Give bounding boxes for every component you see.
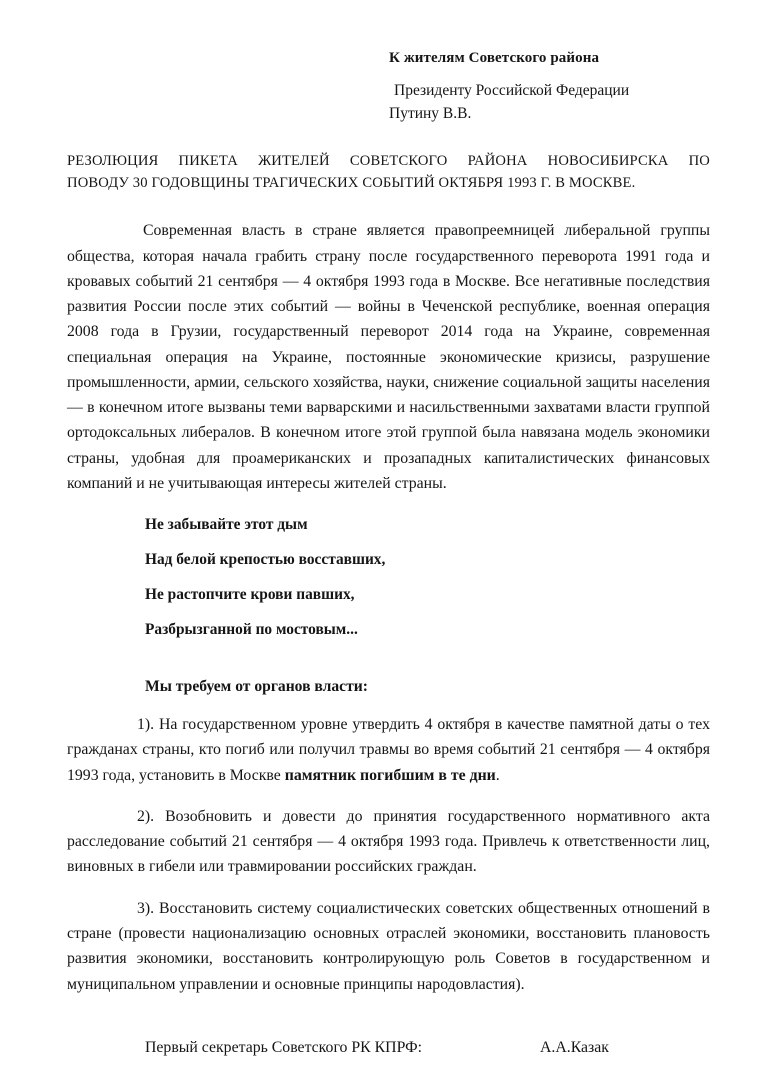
addressee-recipient-name: Путину В.В.: [389, 105, 472, 123]
demand-item: [67, 712, 710, 788]
demand-text-tail: .: [495, 766, 500, 784]
demand-item: [67, 804, 710, 880]
verse-line: Разбрызганной по мостовым...: [145, 621, 358, 639]
verse-line: Не забывайте этот дым: [145, 516, 308, 534]
verse-line: Не растопчите крови павших,: [145, 586, 355, 604]
page-title: [67, 150, 710, 194]
demand-item: [67, 896, 710, 997]
verse-block: [145, 516, 710, 639]
verse-line: Над белой крепостью восставших,: [145, 551, 386, 569]
demand-text: Возобновить и довести до принятия государственного нормативного акта расследование событий 21 сентября — 4 октября 1993 года. Привлечь к ответственности лиц, виновных в гибели или травмировании российских граждан.: [67, 807, 710, 876]
demand-number: 1).: [137, 716, 155, 734]
demand-text: Восстановить систему социалистических советских общественных отношений в стране (провести национализацию основных отраслей экономики, восстановить плановость развития экономики, восстановить контролирующую роль Советов в государственном и муниципальном управлении и основные принципы народовластия).: [67, 899, 710, 993]
doc-title-line-2: ПОВОДУ 30 ГОДОВЩИНЫ ТРАГИЧЕСКИХ СОБЫТИЙ ОКТЯБРЯ 1993 Г. В МОСКВЕ.: [67, 175, 636, 192]
demand-number: 2).: [137, 807, 155, 825]
signature-role: Первый секретарь Советского РК КПРФ:: [145, 1038, 422, 1056]
demands-heading: Мы требуем от органов власти:: [145, 678, 368, 696]
body-paragraph: Современная власть в стране является правопреемницей либеральной группы общества, которая начала грабить страну после государственного переворота 1991 года и кровавых событий 21 сентября — 4 октября 1993 года в Москве. Все негативные последствия развития России после этих событий — войны в Чеченской республике, военная операция 2008 года в Грузии, государственный переворот 2014 года на Украине, современная специальная операция на Украине, постоянные экономические кризисы, разрушение промышленности, армии, сельского хозяйства, науки, снижение социальной защиты населения — в конечном итоге вызваны теми варварскими и насильственными захватами власти группой ортодоксальных либералов. В конечном итоге этой группой была навязана модель экономики страны, удобная для проамериканских и прозападных капиталистических финансовых компаний и не учитывающая интересы жителей страны.: [67, 222, 710, 492]
demand-emphasis: памятник погибшим в те дни: [284, 766, 496, 784]
signature-block: [145, 1039, 710, 1057]
signature-name: А.А.Казак: [539, 1038, 609, 1056]
demand-number: 3).: [137, 899, 155, 917]
addressee-recipient-office: Президенту Российской Федерации: [394, 81, 630, 99]
demand-text: На государственном уровне утвердить 4 октября в качестве памятной даты о тех гражданах страны, кто погиб или получил травмы во время событий 21 сентября — 4 октября 1993 года, установить в Москве: [67, 716, 710, 784]
addressee-block: [389, 0, 710, 126]
addressee-title: К жителям Советского района: [389, 50, 600, 66]
doc-title-line-1: РЕЗОЛЮЦИЯ ПИКЕТА ЖИТЕЛЕЙ СОВЕТСКОГО РАЙОНА НОВОСИБИРСКА ПО: [67, 152, 710, 169]
